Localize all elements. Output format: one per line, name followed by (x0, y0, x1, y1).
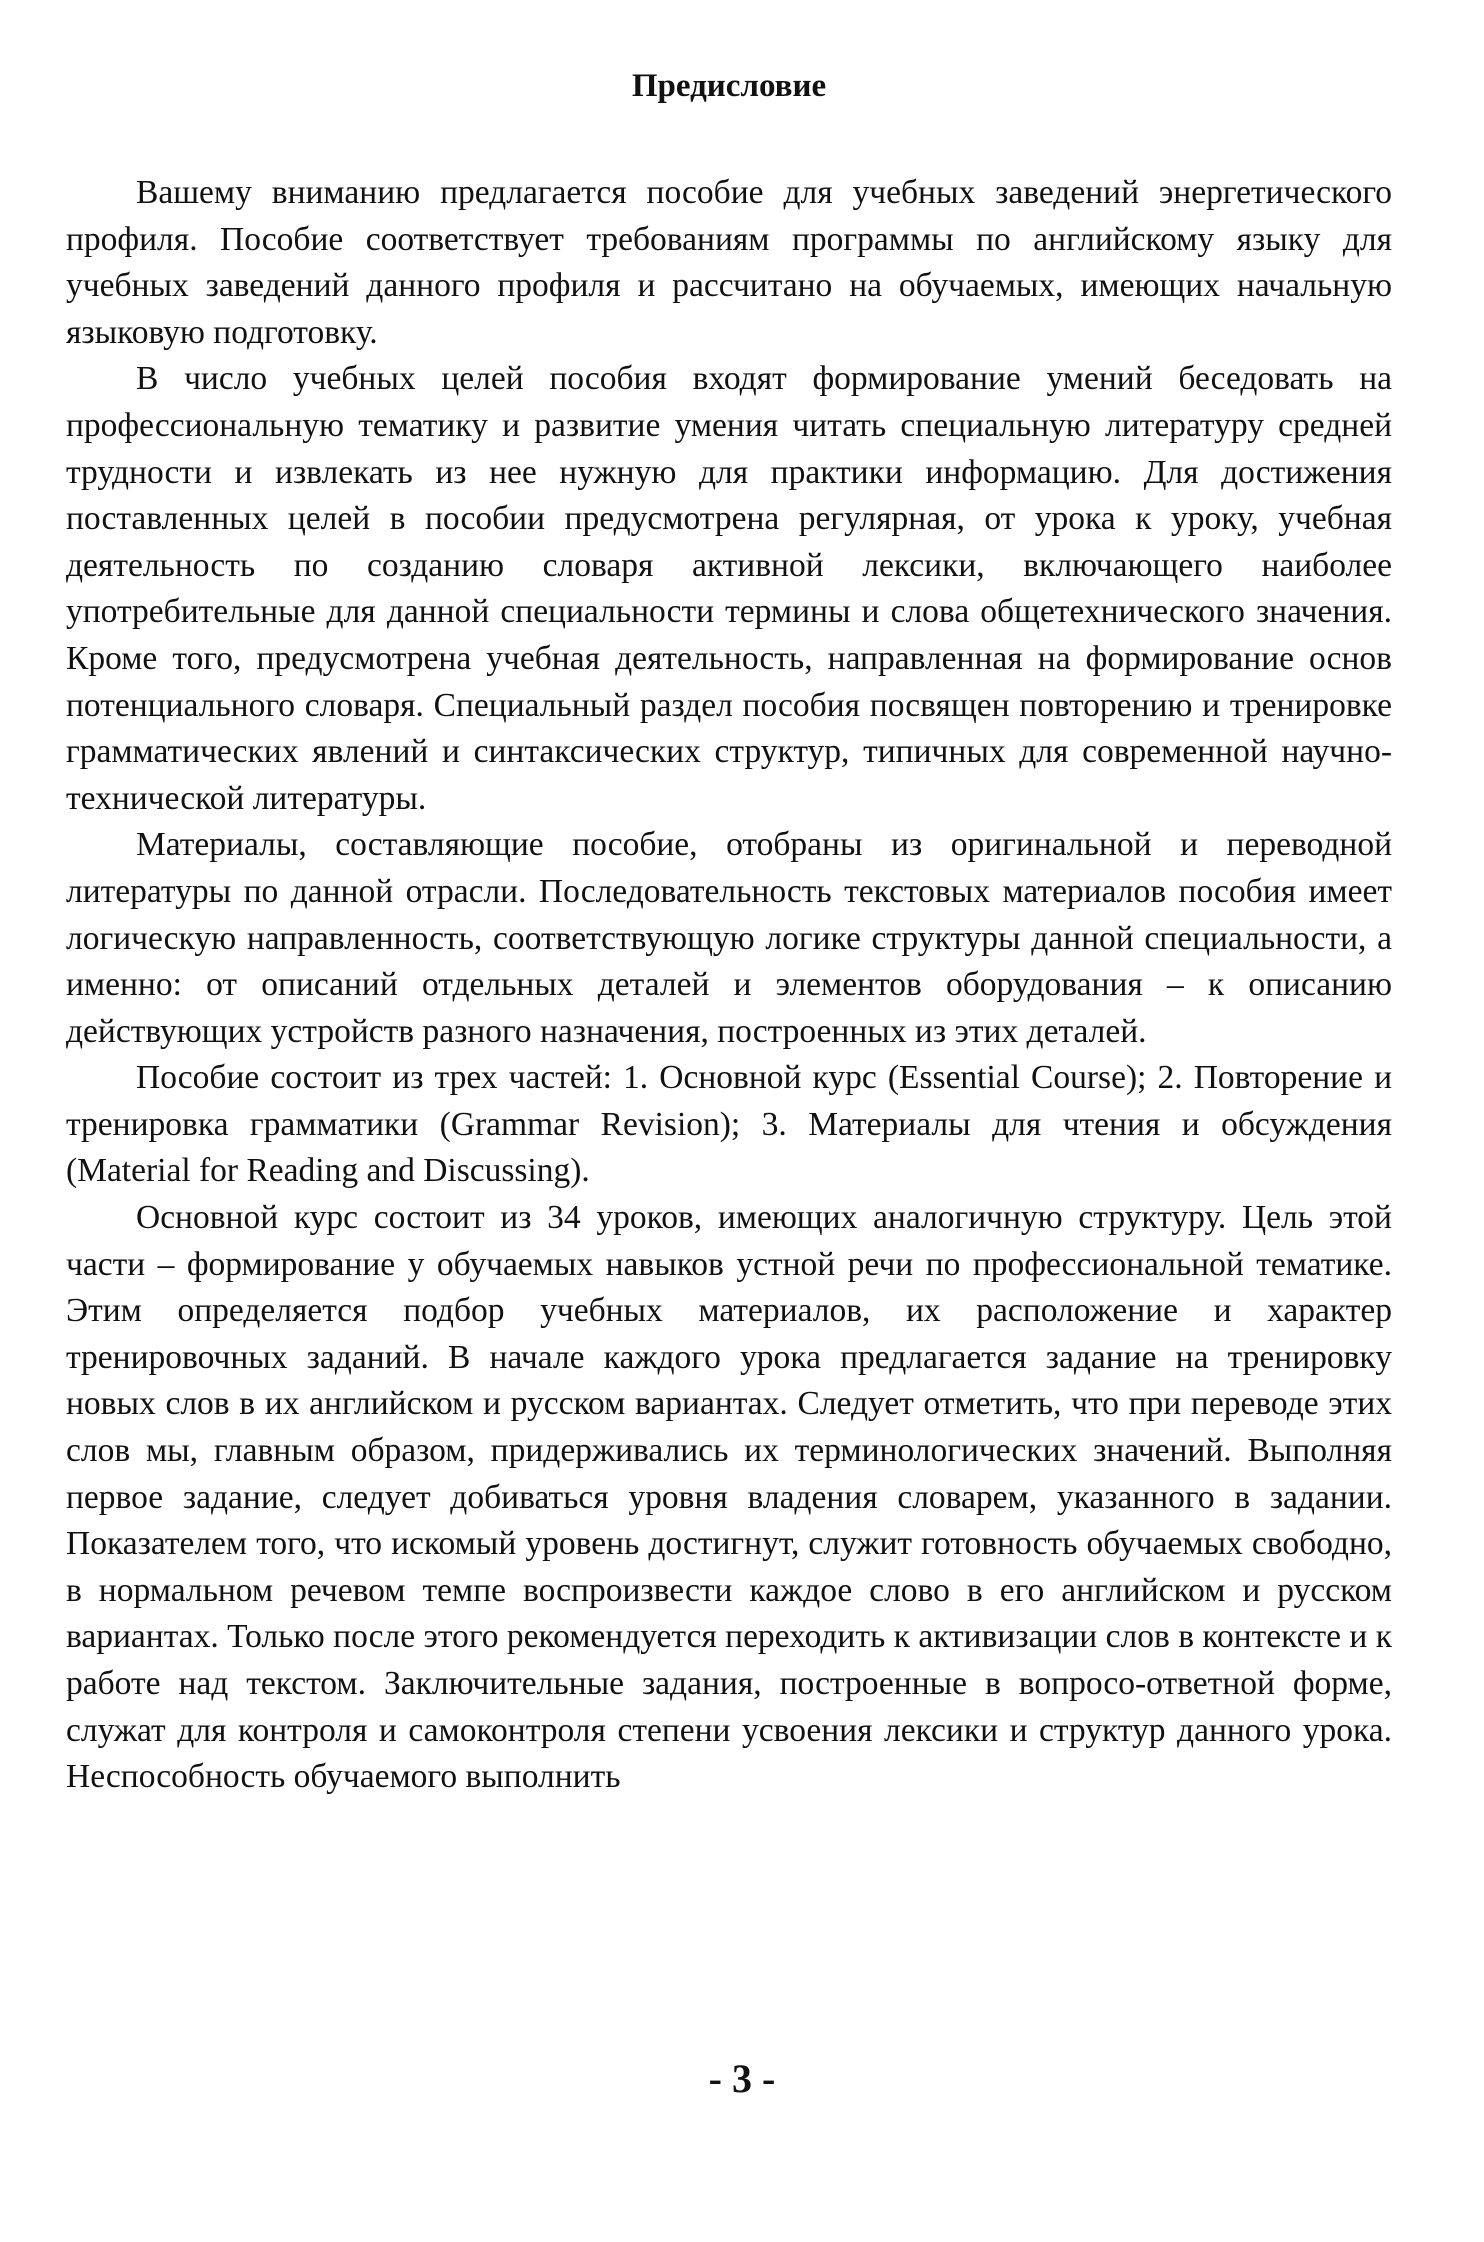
paragraph-1: Вашему вниманию предлагается пособие для учебных заведений энергетического профиля. Пособие соответствует требованиям программы по английскому языку для учебных заведений данного профиля и рассчитано на обучаемых, имеющих начальную языковую подготовку. (66, 174, 1392, 351)
paragraph-3: Материалы, составляющие пособие, отобраны из оригинальной и переводной литературы по данной отрасли. Последовательность текстовых материалов пособия имеет логическую направленность, соответствующую логике структуры данной специальности, а именно: от описаний отдельных деталей и элементов оборудования – к описанию действующих устройств разного назначения, построенных из этих деталей. (66, 826, 1392, 1050)
page-number: - 3 - (708, 2056, 776, 2101)
paragraph-4: Пособие состоит из трех частей: 1. Основной курс (Essential Course); 2. Повторение и тренировка грамматики (Grammar Revision); 3. Материалы для чтения и обсуждения (Material for Reading and Discussing). (66, 1059, 1392, 1190)
page-title: Предисловие (631, 68, 827, 104)
paragraph-2: В число учебных целей пособия входят формирование умений беседовать на профессиональную тематику и развитие умения читать специальную литературу средней трудности и извлекать из нее нужную для практики информацию. Для достижения поставленных целей в пособии предусмотрена регулярная, от урока к уроку, учебная деятельность по созданию словаря активной лексики, включающего наиболее употребительные для данной специальности термины и слова общетехнического значения. Кроме того, предусмотрена учебная деятельность, направленная на формирование основ потенциального словаря. Специальный раздел пособия посвящен повторению и тренировке грамматических явлений и синтаксических структур, типичных для современной научно-технической литературы. (66, 360, 1392, 817)
paragraph-5: Основной курс состоит из 34 уроков, имеющих аналогичную структуру. Цель этой части – формирование у обучаемых навыков устной речи по профессиональной тематике. Этим определяется подбор учебных материалов, их расположение и характер тренировочных заданий. В начале каждого урока предлагается задание на тренировку новых слов в их английском и русском вариантах. Следует отметить, что при переводе этих слов мы, главным образом, придерживались их терминологических значений. Выполняя первое задание, следует добиваться уровня владения словарем, указанного в задании. Показателем того, что искомый уровень достигнут, служит готовность обучаемых свободно, в нормальном речевом темпе воспроизвести каждое слово в его английском и русском вариантах. Только после этого рекомендуется переходить к активизации слов в контексте и к работе над текстом. Заключительные задания, построенные в вопросо-ответной форме, служат для контроля и самоконтроля степени усвоения лексики и структур данного урока. Неспособность обучаемого выполнить (66, 1199, 1392, 1796)
document-page (66, 64, 1392, 1801)
